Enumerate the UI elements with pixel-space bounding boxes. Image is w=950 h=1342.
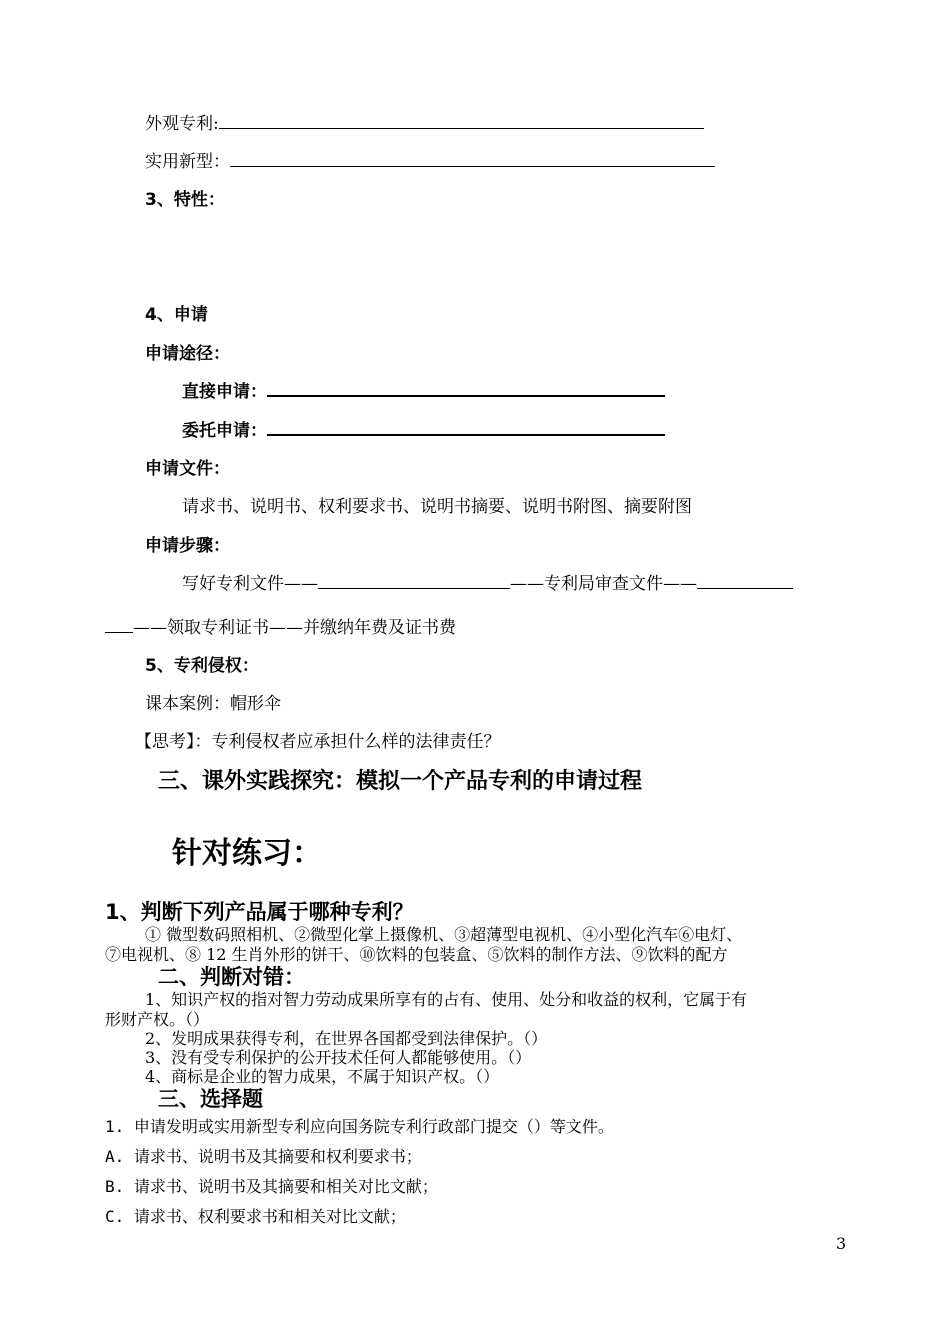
label-waiguan: 外观专利: <box>145 114 219 134</box>
text-step-a: 写好专利文件—— <box>182 574 318 594</box>
blank-step-1[interactable] <box>318 574 510 589</box>
q3-option-c: C. 请求书、权利要求书和相关对比文献； <box>105 1207 406 1226</box>
label-zhijie: 直接申请： <box>182 382 267 402</box>
q2-item-3: 3、没有受专利保护的公开技术任何人都能够使用。（） <box>145 1048 532 1067</box>
page-number: 3 <box>836 1234 847 1253</box>
label-shiyong: 实用新型： <box>145 152 230 172</box>
text-wenjian-list: 请求书、说明书、权利要求书、说明书摘要、说明书附图、摘要附图 <box>182 497 692 517</box>
heading-shijian: 三、课外实践探究：模拟一个产品专利的申请过程 <box>158 769 643 794</box>
line-step <box>182 573 793 595</box>
q2-item-2: 2、发明成果获得专利，在世界各国都受到法律保护。（） <box>145 1029 548 1048</box>
heading-tujing: 申请途径： <box>145 344 230 364</box>
q2-item-4: 4、商标是企业的智力成果，不属于知识产权。（） <box>145 1067 500 1086</box>
q3-question-1: 1. 申请发明或实用新型专利应向国务院专利行政部门提交（）等文件。 <box>105 1117 614 1136</box>
heading-buzhou: 申请步骤： <box>145 536 230 556</box>
line-step-cont <box>105 617 456 639</box>
line-waiguan <box>145 113 704 135</box>
text-anli: 课本案例：帽形伞 <box>145 694 281 714</box>
blank-zhijie[interactable] <box>267 381 665 397</box>
q2-item-1b: 形财产权。（） <box>105 1010 210 1029</box>
q2-item-1a: 1、知识产权的指对智力劳动成果所享有的占有、使用、处分和收益的权利，它属于有 <box>145 990 748 1009</box>
q3-option-b: B. 请求书、说明书及其摘要和相关对比文献； <box>105 1177 438 1196</box>
heading-qinquan: 5、专利侵权： <box>145 656 259 676</box>
q3-title: 三、选择题 <box>158 1087 263 1111</box>
line-shiyong <box>145 151 715 173</box>
q2-title: 二、判断对错： <box>158 965 305 989</box>
heading-texing: 3、特性： <box>145 190 225 210</box>
text-step-c: ——领取专利证书——并缴纳年费及证书费 <box>133 618 456 638</box>
q1-line-2: ⑦电视机、⑧ 12 生肖外形的饼干、⑩饮料的包装盒、⑤饮料的制作方法、⑨饮料的配方 <box>105 945 728 964</box>
blank-step-2-cont[interactable] <box>105 618 133 633</box>
text-sikao: 【思考】：专利侵权者应承担什么样的法律责任？ <box>135 732 501 752</box>
heading-lianxi: 针对练习： <box>172 836 322 871</box>
q3-option-a: A. 请求书、说明书及其摘要和权利要求书； <box>105 1147 422 1166</box>
blank-weituo[interactable] <box>267 420 665 436</box>
heading-shenqing: 4、申请 <box>145 305 208 325</box>
q1-title: 1、判断下列产品属于哪种专利？ <box>105 900 414 924</box>
heading-wenjian: 申请文件： <box>145 459 230 479</box>
blank-shiyong[interactable] <box>230 152 715 167</box>
text-step-b: ——专利局审查文件—— <box>510 574 697 594</box>
line-weituo <box>182 420 665 442</box>
label-weituo: 委托申请： <box>182 421 267 441</box>
line-zhijie <box>182 381 665 403</box>
blank-waiguan[interactable] <box>219 114 704 129</box>
q1-line-1: ① 微型数码照相机、②微型化掌上摄像机、③超薄型电视机、④小型化汽车⑥电灯、 <box>145 925 743 944</box>
blank-step-2[interactable] <box>697 574 793 589</box>
